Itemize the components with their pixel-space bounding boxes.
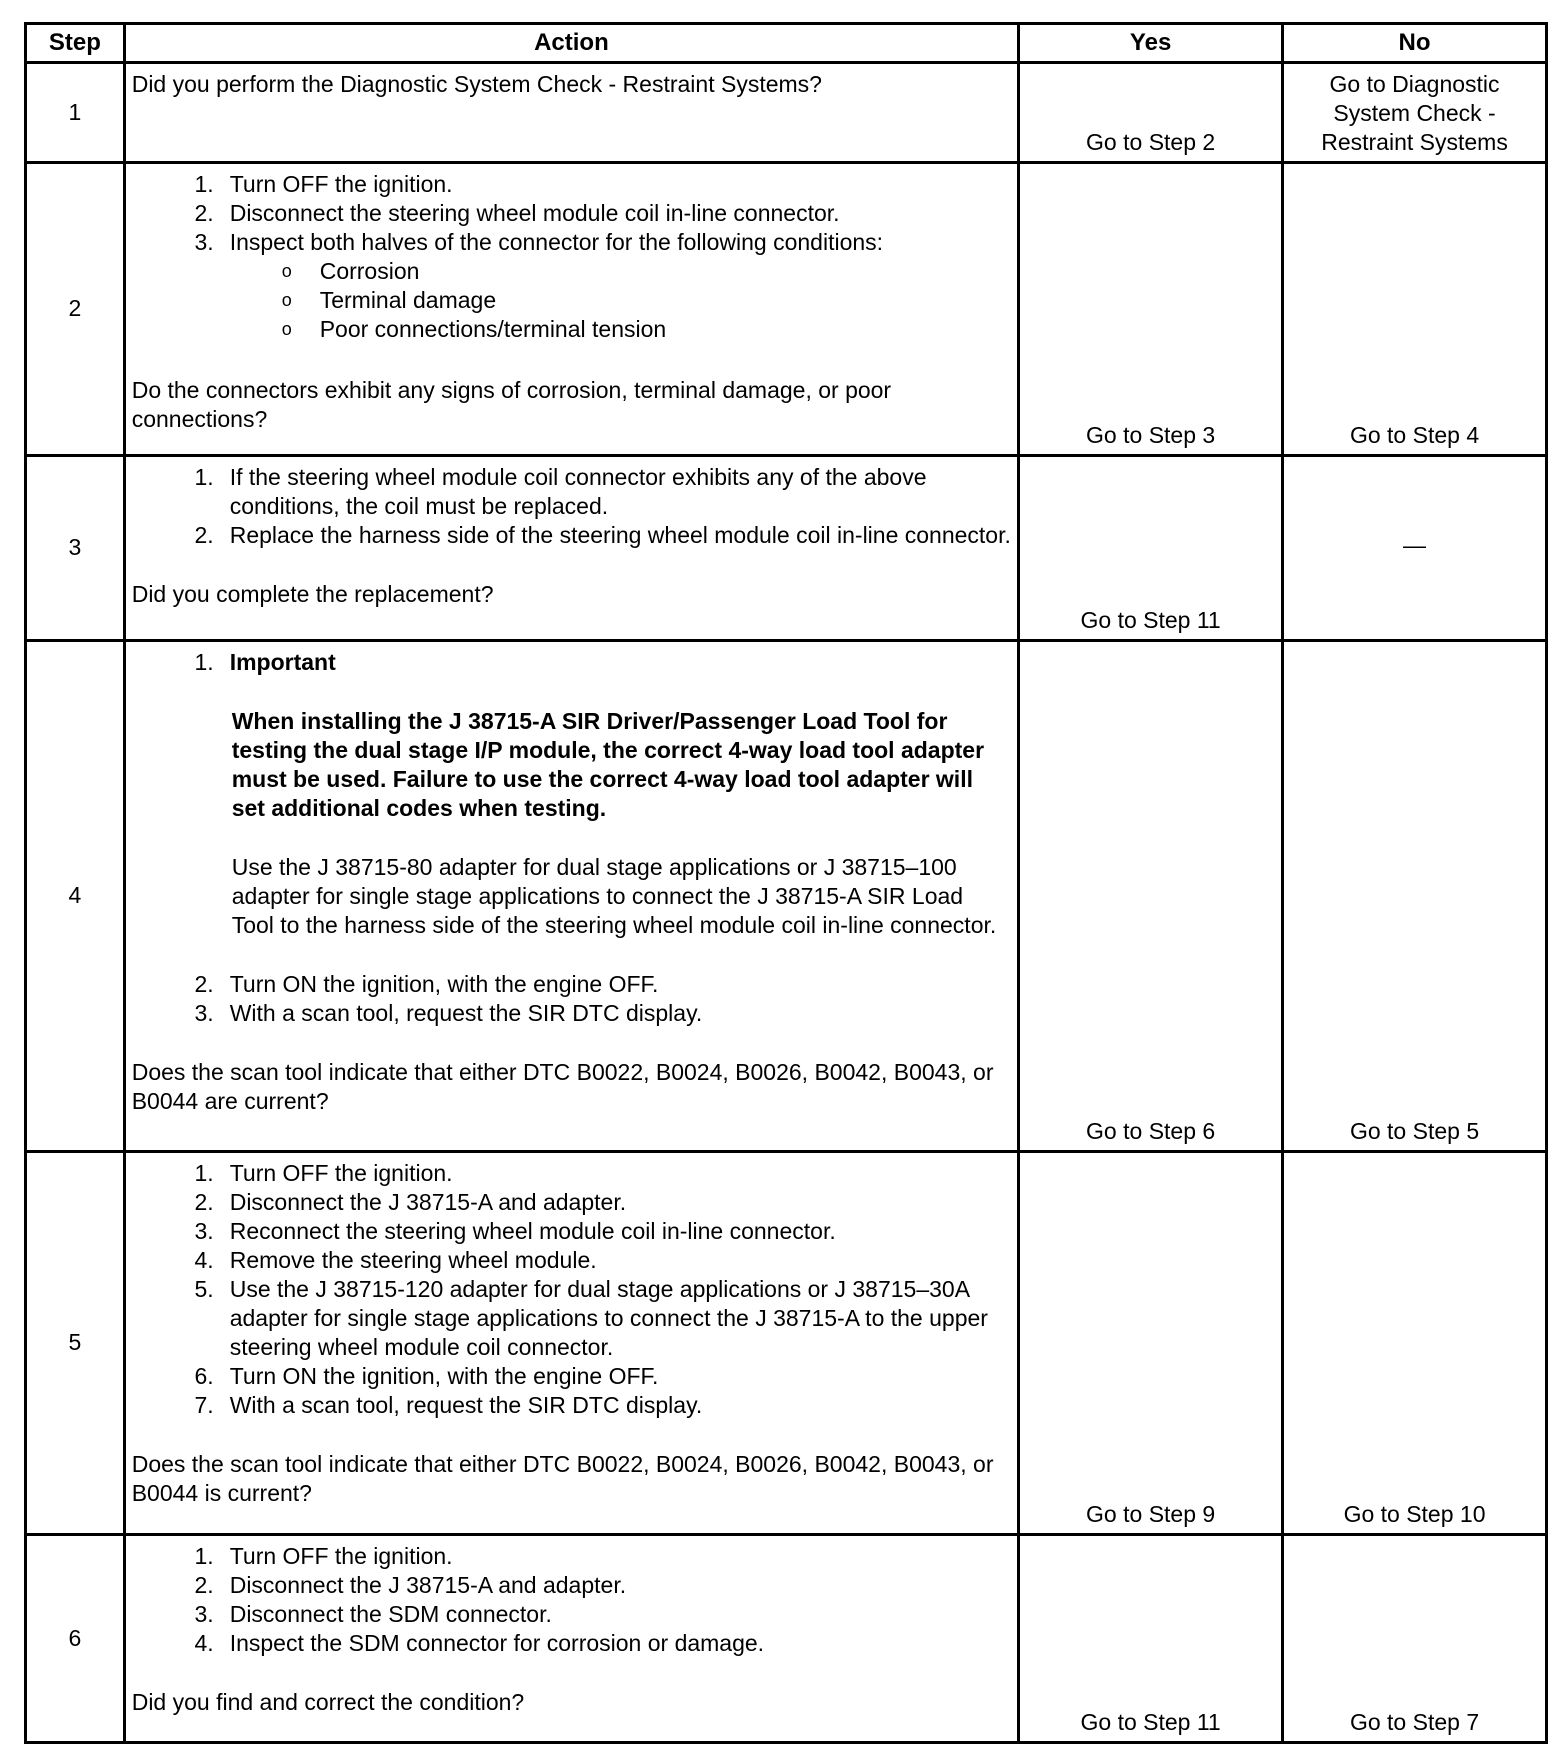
bullet-icon: o: [281, 260, 292, 281]
table-row: [26, 63, 1547, 163]
bullet-icon: o: [281, 318, 292, 339]
list-item: o Poor connections/terminal tension: [132, 315, 1011, 344]
important-label: Important: [229, 648, 336, 675]
instruction-list: [132, 463, 1011, 550]
list-item: 3. With a scan tool, request the SIR DTC display.: [194, 999, 703, 1026]
list-item: 1. Important: [132, 648, 1011, 677]
list-item: 3. Disconnect the SDM connector.: [194, 1601, 552, 1628]
list-item: 4. Remove the steering wheel module.: [194, 1246, 597, 1273]
step-number: 6: [26, 1535, 125, 1743]
action-cell: [124, 1535, 1018, 1743]
list-item: 2. Disconnect the J 38715-A and adapter.: [194, 1572, 627, 1599]
table-row: [26, 1535, 1547, 1743]
no-cell: Go to Step 5: [1283, 640, 1547, 1151]
table-row: [26, 162, 1547, 456]
yes-cell: Go to Step 11: [1019, 456, 1283, 640]
important-notice: When installing the J 38715-A SIR Driver/Passenger Load Tool for testing the dual stage I/P module, the correct 4-way load tool adapter must be used. Failure to use the correct 4-way load tool adapter will set additional codes when testing.: [231, 707, 985, 821]
list-item: 3. Inspect both halves of the connector for the following conditions:: [194, 228, 884, 255]
diagnostic-table: [24, 22, 1548, 1744]
action-cell: [124, 456, 1018, 640]
condition-list: [132, 257, 1011, 344]
step-number: 5: [26, 1151, 125, 1535]
header-yes: Yes: [1019, 24, 1283, 63]
yes-cell: Go to Step 3: [1019, 162, 1283, 456]
list-item: 7. With a scan tool, request the SIR DTC display.: [194, 1391, 703, 1418]
step-number: 4: [26, 640, 125, 1151]
header-no: No: [1283, 24, 1547, 63]
list-item: 1. Turn OFF the ignition.: [194, 170, 453, 197]
list-item: 1. If the steering wheel module coil connector exhibits any of the above conditions, the coil must be replaced.: [194, 464, 927, 520]
no-cell: —: [1283, 456, 1547, 640]
table-row: [26, 1151, 1547, 1535]
action-cell: [124, 162, 1018, 456]
list-item: 2. Disconnect the steering wheel module coil in-line connector.: [194, 199, 840, 226]
action-cell: [124, 640, 1018, 1151]
step-question: Did you complete the replacement?: [131, 581, 494, 608]
step-question: Do the connectors exhibit any signs of corrosion, terminal damage, or poor connections?: [131, 376, 892, 432]
list-item: 6. Turn ON the ignition, with the engine OFF.: [194, 1362, 659, 1389]
step-number: 3: [26, 456, 125, 640]
step-question: Did you perform the Diagnostic System Check - Restraint Systems?: [131, 71, 822, 97]
no-cell: Go to Step 4: [1283, 162, 1547, 456]
no-cell: Go to Step 10: [1283, 1151, 1547, 1535]
no-cell: Go to Diagnostic System Check - Restraint Systems: [1283, 63, 1547, 163]
step-number: 1: [26, 63, 125, 163]
list-item: 5. Use the J 38715-120 adapter for dual stage applications or J 38715–30A adapter for single stage applications to connect the J 38715-A to the upper steering wheel module coil connector.: [194, 1275, 988, 1360]
step-question: Does the scan tool indicate that either DTC B0022, B0024, B0026, B0042, B0043, or B0044 are current?: [131, 1058, 994, 1114]
action-cell: [124, 1151, 1018, 1535]
list-item: 3. Reconnect the steering wheel module coil in-line connector.: [194, 1217, 836, 1244]
table-row: [26, 456, 1547, 640]
yes-cell: Go to Step 2: [1019, 63, 1283, 163]
yes-cell: Go to Step 11: [1019, 1535, 1283, 1743]
list-item: o Terminal damage: [132, 286, 1011, 315]
list-item: 2. Turn ON the ignition, with the engine OFF.: [194, 970, 659, 997]
step-number: 2: [26, 162, 125, 456]
bullet-icon: o: [281, 289, 292, 310]
list-item: 1. Turn OFF the ignition.: [194, 1543, 453, 1570]
adapter-instruction: Use the J 38715-80 adapter for dual stage applications or J 38715–100 adapter for single stage applications to connect the J 38715-A SIR Load Tool to the harness side of the steering wheel module coil in-line connector.: [231, 853, 997, 938]
list-item: o Corrosion: [132, 257, 1011, 286]
table-row: [26, 640, 1547, 1151]
no-cell: Go to Step 7: [1283, 1535, 1547, 1743]
list-item: 2. Replace the harness side of the steering wheel module coil in-line connector.: [194, 522, 1011, 549]
instruction-list: [132, 170, 1011, 257]
header-row: [26, 24, 1547, 63]
list-item: 4. Inspect the SDM connector for corrosion or damage.: [194, 1630, 765, 1657]
step-question: Does the scan tool indicate that either DTC B0022, B0024, B0026, B0042, B0043, or B0044 is current?: [131, 1450, 994, 1506]
header-step: Step: [26, 24, 125, 63]
action-cell: [124, 63, 1018, 163]
instruction-list: [132, 648, 1011, 677]
step-question: Did you find and correct the condition?: [131, 1689, 525, 1716]
list-item: 2. Disconnect the J 38715-A and adapter.: [194, 1188, 627, 1215]
yes-cell: Go to Step 6: [1019, 640, 1283, 1151]
header-action: Action: [124, 24, 1018, 63]
instruction-list: [132, 970, 1011, 1028]
list-item: 1. Turn OFF the ignition.: [194, 1159, 453, 1186]
yes-cell: Go to Step 9: [1019, 1151, 1283, 1535]
instruction-list: [132, 1542, 1011, 1658]
instruction-list: [132, 1159, 1011, 1420]
